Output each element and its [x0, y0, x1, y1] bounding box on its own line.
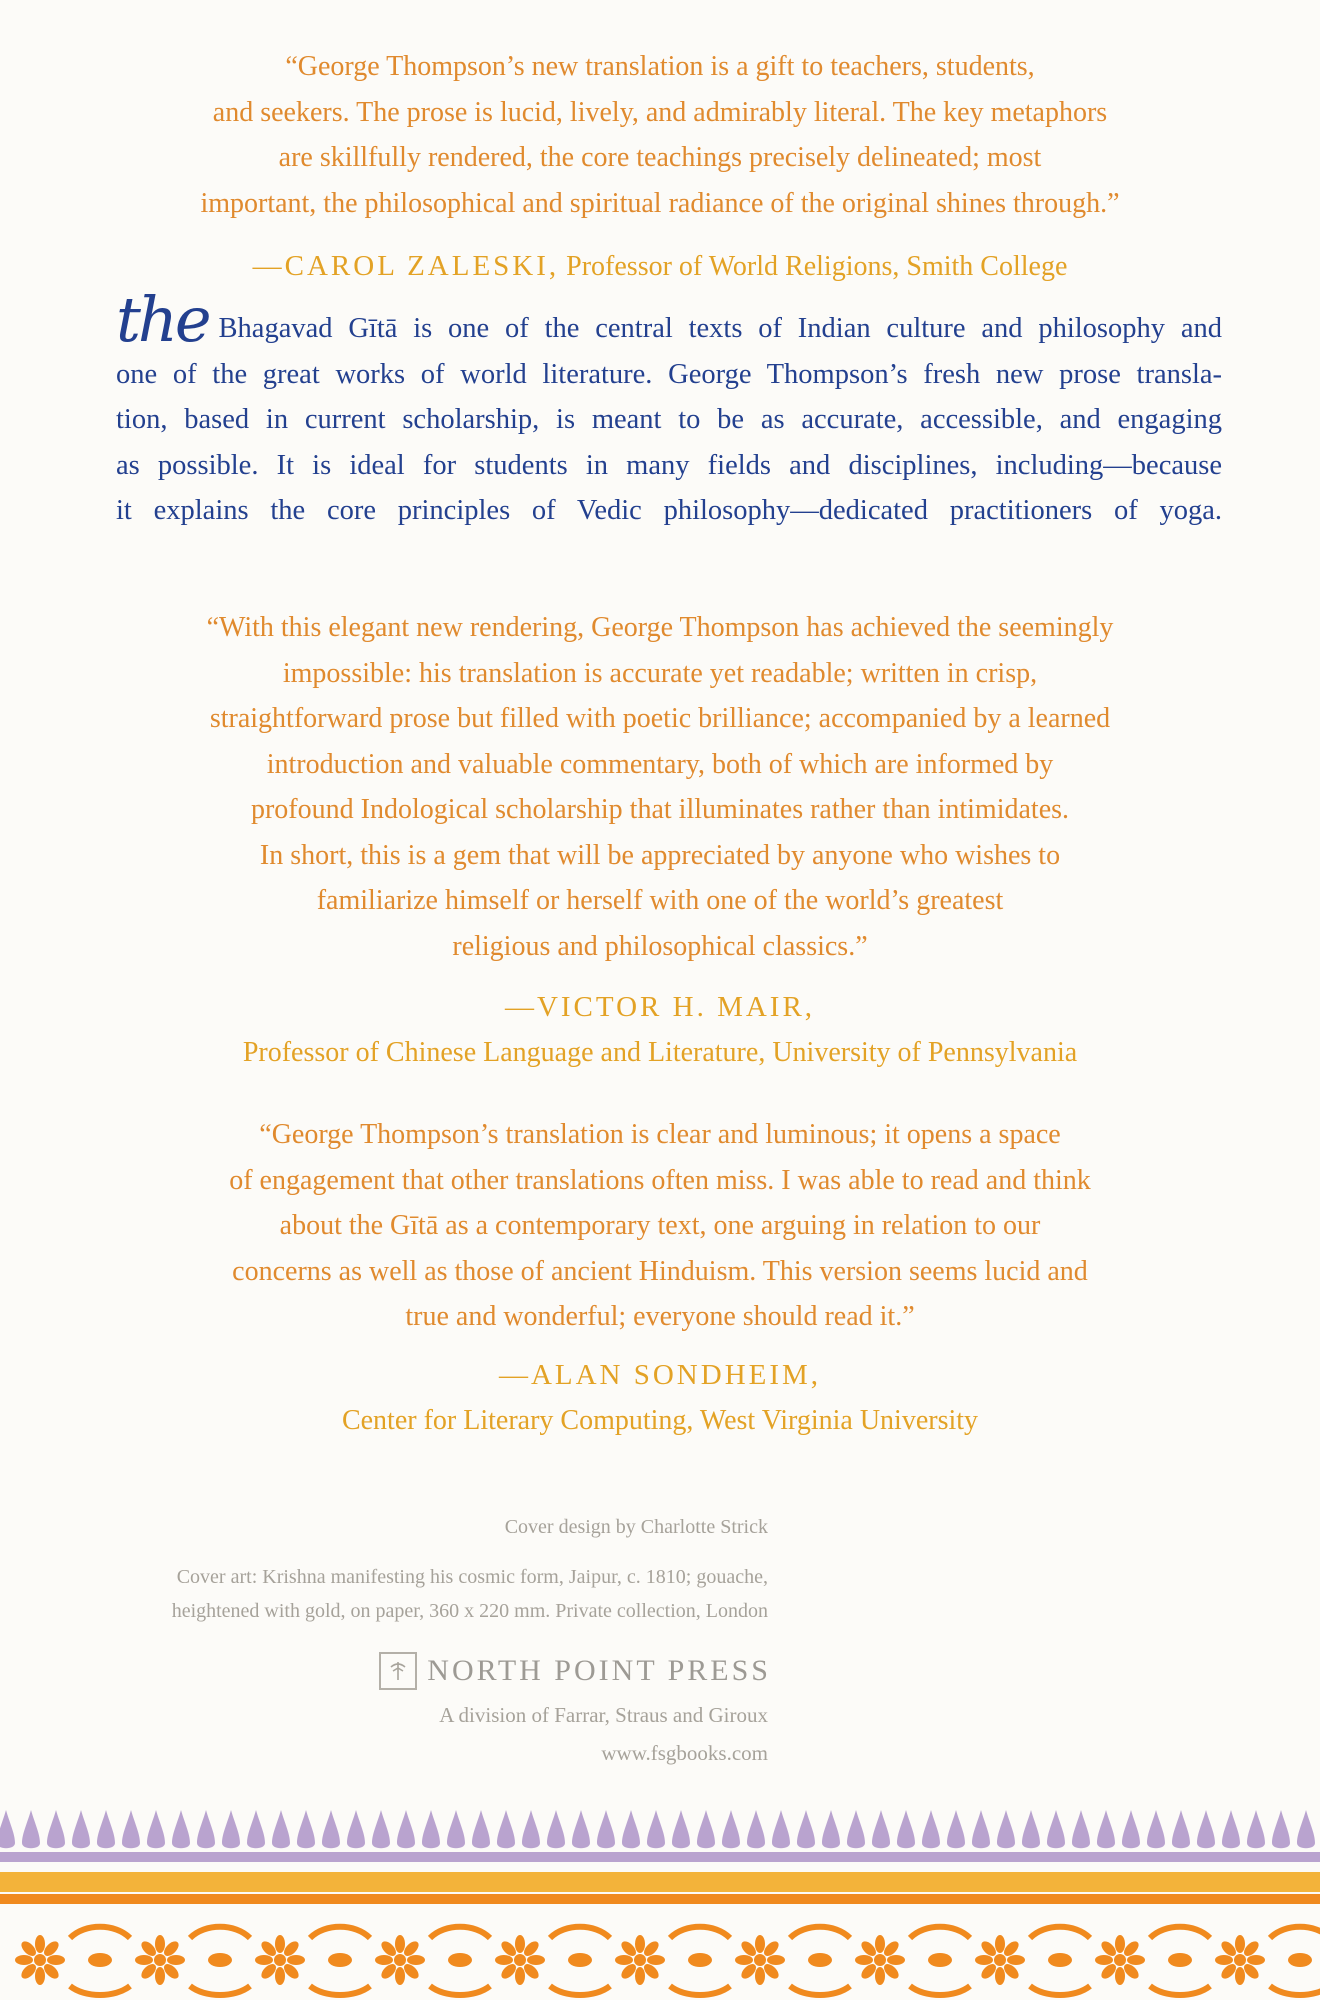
attribution-title: Professor of World Religions, Smith College [566, 251, 1068, 282]
flower-motif [1095, 1927, 1210, 1995]
attribution-title: Center for Literary Computing, West Virginia University [341, 1405, 979, 1436]
attribution-name: —ALAN SONDHEIM, [498, 1359, 822, 1391]
description-line: Bhagavad Gītā is one of the central texts of Indian culture and philosophy and [218, 313, 1222, 344]
flower-motif [495, 1927, 610, 1995]
teardrop-motif [572, 1810, 590, 1848]
teardrop-motif [797, 1810, 815, 1848]
teardrop-motif [0, 1810, 15, 1848]
quote-line: religious and philosophical classics.” [452, 930, 868, 962]
teardrop-motif [722, 1810, 740, 1848]
border-band [0, 1852, 1320, 1862]
border-band [0, 1872, 1320, 1892]
teardrop-motif [947, 1810, 965, 1848]
publisher-name: NORTH POINT PRESS [427, 1654, 771, 1687]
quote-sondheim [110, 1112, 1210, 1340]
quote-line: concerns as well as those of ancient Hinduism. This version seems lucid and [232, 1255, 1088, 1287]
teardrop-motif [22, 1810, 40, 1848]
teardrop-motif [922, 1810, 940, 1848]
flower-motif [735, 1927, 850, 1995]
teardrop-motif [1072, 1810, 1090, 1848]
teardrop-motif [747, 1810, 765, 1848]
book-description [116, 283, 1222, 534]
description-line: as possible. It is ideal for students in many fields and disciplines, including—because [116, 449, 1222, 481]
orange-floral-border [0, 1868, 1320, 2000]
teardrop-motif [247, 1810, 265, 1848]
cover-credits [68, 1510, 768, 1628]
flower-motif [975, 1927, 1090, 1995]
teardrop-motif [972, 1810, 990, 1848]
quote-line: straightforward prose but filled with poetic brilliance; accompanied by a learned [209, 703, 1111, 734]
publisher-logo-line [379, 1652, 771, 1690]
cover-art-credit: Cover art: Krishna manifesting his cosmic form, Jaipur, c. 1810; gouache, [176, 1566, 768, 1588]
teardrop-motif [1147, 1810, 1165, 1848]
publisher-logo-icon [379, 1652, 417, 1690]
quote-line: impossible: his translation is accurate yet readable; written in crisp, [282, 657, 1038, 689]
attribution-title: Professor of Chinese Language and Literature, University of Pennsylvania [242, 1037, 1078, 1068]
description-line: it explains the core principles of Vedic philosophy—dedicated practitioners of yoga. [116, 495, 1222, 526]
flower-motif [855, 1927, 970, 1995]
description-line: one of the great works of world literature. George Thompson’s fresh new prose transla- [116, 358, 1222, 390]
quote-line: “With this elegant new rendering, George Thompson has achieved the seemingly [206, 612, 1114, 643]
teardrop-motif [1122, 1810, 1140, 1848]
teardrop-motif [1297, 1810, 1315, 1848]
teardrop-motif [547, 1810, 565, 1848]
teardrop-motif [622, 1810, 640, 1848]
teardrop-motif [497, 1810, 515, 1848]
dropcap: the [116, 283, 209, 356]
quote-line: “George Thompson’s new translation is a gift to teachers, students, [285, 51, 1035, 82]
teardrop-motif [897, 1810, 915, 1848]
teardrop-motif [372, 1810, 390, 1848]
teardrop-motif [447, 1810, 465, 1848]
teardrop-motif [697, 1810, 715, 1848]
teardrop-motif [172, 1810, 190, 1848]
teardrop-motif [322, 1810, 340, 1848]
teardrop-motif [1272, 1810, 1290, 1848]
tree-icon [386, 1659, 410, 1683]
quote-line: In short, this is a gem that will be appreciated by anyone who wishes to [259, 839, 1061, 871]
teardrop-motif [97, 1810, 115, 1848]
teardrop-motif [597, 1810, 615, 1848]
quote-line: and seekers. The prose is lucid, lively, and admirably literal. The key metaphors [212, 96, 1108, 128]
flower-motif [615, 1927, 730, 1995]
publisher-division: A division of Farrar, Straus and Giroux [439, 1703, 768, 1727]
teardrop-motif [472, 1810, 490, 1848]
quote-line: familiarize himself or herself with one of the world’s greatest [316, 885, 1004, 916]
teardrop-motif [222, 1810, 240, 1848]
quote-line: true and wonderful; everyone should read it.” [405, 1301, 915, 1332]
attribution-mair [110, 984, 1210, 1076]
lavender-teardrop-border [0, 1800, 1320, 1870]
attribution-name: —VICTOR H. MAIR, [504, 991, 816, 1023]
publisher-details [68, 1696, 768, 1772]
teardrop-motif [822, 1810, 840, 1848]
teardrop-motif [197, 1810, 215, 1848]
quote-line: “George Thompson’s translation is clear and luminous; it opens a space [259, 1119, 1061, 1150]
teardrop-motif [847, 1810, 865, 1848]
quote-line: profound Indological scholarship that illuminates rather than intimidates. [250, 794, 1070, 825]
attribution-sondheim [110, 1352, 1210, 1444]
quote-line: of engagement that other translations often miss. I was able to read and think [229, 1164, 1091, 1196]
teardrop-motif [422, 1810, 440, 1848]
teardrop-motif [347, 1810, 365, 1848]
teardrop-motif [1222, 1810, 1240, 1848]
quote-line: introduction and valuable commentary, both of which are informed by [266, 748, 1054, 780]
border-band [0, 1894, 1320, 1904]
teardrop-motif [1172, 1810, 1190, 1848]
flower-motif [15, 1927, 130, 1995]
attribution-name: —CAROL ZALESKI, [252, 250, 560, 282]
teardrop-motif [997, 1810, 1015, 1848]
publisher-website[interactable]: www.fsgbooks.com [601, 1741, 768, 1765]
teardrop-motif [297, 1810, 315, 1848]
teardrop-motif [1197, 1810, 1215, 1848]
cover-art-credit: heightened with gold, on paper, 360 x 220 mm. Private collection, London [171, 1600, 768, 1622]
attribution-zaleski [110, 243, 1210, 290]
teardrop-motif [272, 1810, 290, 1848]
teardrop-motif [1247, 1810, 1265, 1848]
teardrop-motif [647, 1810, 665, 1848]
description-line: tion, based in current scholarship, is meant to be as accurate, accessible, and engaging [116, 404, 1222, 435]
flower-motif [1215, 1927, 1320, 1995]
teardrop-motif [72, 1810, 90, 1848]
teardrop-motif [772, 1810, 790, 1848]
teardrop-motif [122, 1810, 140, 1848]
teardrop-motif [1047, 1810, 1065, 1848]
teardrop-motif [672, 1810, 690, 1848]
quote-line: about the Gītā as a contemporary text, one arguing in relation to our [279, 1210, 1041, 1241]
quote-line: are skillfully rendered, the core teachings precisely delineated; most [278, 142, 1042, 173]
teardrop-motif [872, 1810, 890, 1848]
teardrop-motif [1022, 1810, 1040, 1848]
teardrop-motif [522, 1810, 540, 1848]
flower-motif [255, 1927, 370, 1995]
quote-line: important, the philosophical and spiritual radiance of the original shines through.” [200, 187, 1120, 219]
flower-motif [375, 1927, 490, 1995]
teardrop-motif [47, 1810, 65, 1848]
quote-zaleski [110, 44, 1210, 226]
cover-design-credit: Cover design by Charlotte Strick [504, 1516, 768, 1538]
teardrop-motif [147, 1810, 165, 1848]
teardrop-motif [397, 1810, 415, 1848]
flower-motif [135, 1927, 250, 1995]
teardrop-motif [1097, 1810, 1115, 1848]
quote-mair [110, 605, 1210, 969]
